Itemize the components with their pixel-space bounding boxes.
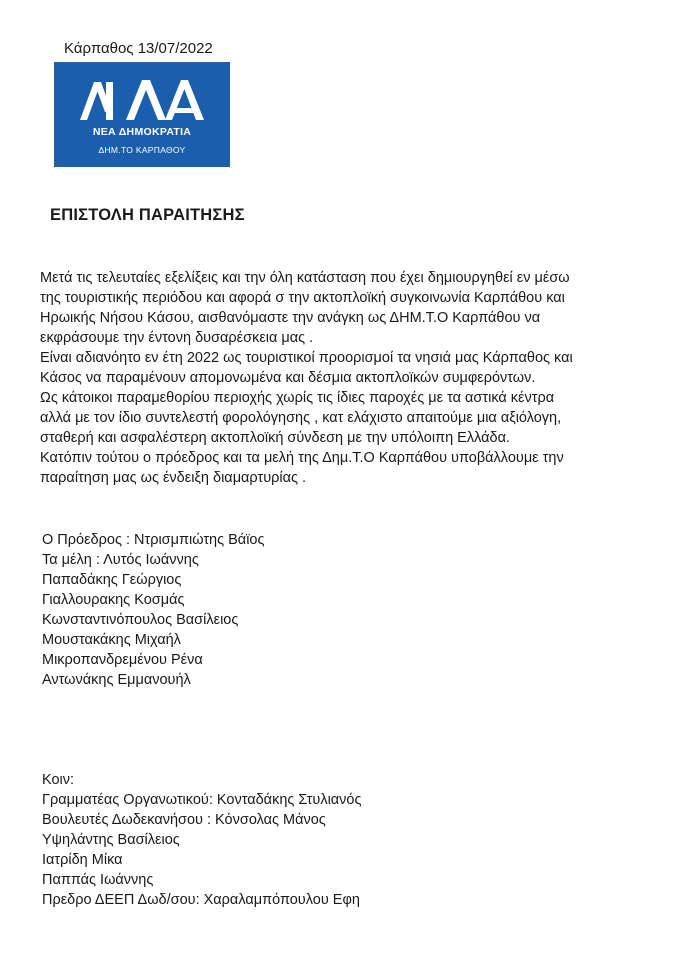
signatory-line: Παπαδάκης Γεώργιος [42,572,182,588]
logo-title: ΝΕΑ ΔΗΜΟΚΡΑΤΙΑ [92,126,192,138]
body-line: αλλά με τον ίδιο συντελεστή φορολόγησης , κατ ελάχιστο απαιτούμε μια αξιόλογη, [40,410,562,426]
body-line: Ηρωικής Νήσου Κάσου, αισθανόμαστε την ανάγκη ως ΔΗΜ.Τ.Ο Καρπάθου να [40,310,541,326]
body-line: παραίτηση μας ως ένδειξη διαμαρτυρίας . [40,470,307,486]
cc-line: Παππάς Ιωάννης [42,872,154,888]
body-line: Μετά τις τελευταίες εξελίξεις και την όλη κατάσταση που έχει δημιουργηθεί εν μέσω [40,270,570,286]
signatory-line: Γιαλλουρακης Κοσμάς [42,592,185,608]
signatory-line: Αντωνάκης Εμμανουήλ [42,672,191,688]
body-line: Ως κάτοικοι παραμεθορίου περιοχής χωρίς τις ίδιες παροχές με τα αστικά κέντρα [40,390,555,406]
body-line: εκφράσουμε την έντονη δυσαρέσκεια μας . [40,330,314,346]
cc-line: Κοιν: [42,772,75,788]
body-line: της τουριστικής περιόδου και αφορά σ την ακτοπλοϊκή συγκοινωνία Καρπάθου και [40,290,565,306]
cc-line: Υψηλάντης Βασίλειος [42,832,180,848]
cc-line: Πρεδρο ΔΕΕΠ Δωδ/σου: Χαραλαμπόπουλου Εφη [42,892,360,908]
cc-list [42,770,361,910]
cc-line: Βουλευτές Δωδεκανήσου : Κόνσολας Μάνος [42,812,326,828]
nd-logo-mark-icon [54,62,230,132]
signatory-line: Μικροπανδρεμένου Ρένα [42,652,203,668]
letter-body [40,268,573,488]
signatory-line: Τα μέλη : Λυτός Ιωάννης [42,552,199,568]
signatories-list [42,530,264,690]
party-logo [54,62,230,167]
cc-line: Γραμματέας Οργανωτικού: Κονταδάκης Στυλιανός [42,792,362,808]
body-line: Κάσος να παραμένουν απομονωμένα και δέσμια ακτοπλοϊκών συμφερόντων. [40,370,536,386]
cc-line: Ιατρίδη Μίκα [42,852,123,868]
body-line: σταθερή και ασφαλέστερη ακτοπλοϊκή σύνδεση με την υπόλοιπη Ελλάδα. [40,430,510,446]
letter-heading: ΕΠΙΣΤΟΛΗ ΠΑΡΑΙΤΗΣΗΣ [50,206,245,224]
logo-subtitle: ΔΗΜ.ΤΟ ΚΑΡΠΑΘΟΥ [98,145,186,155]
body-line: Κατόπιν τούτου ο πρόεδρος και τα μελή της Δημ.Τ.Ο Καρπάθου υποβάλλουμε την [40,450,564,466]
signatory-line: Μουστακάκης Μιχαήλ [42,632,181,648]
signatory-line: Ο Πρόεδρος : Ντρισμπιώτης Βάϊος [42,532,265,548]
body-line: Είναι αδιανόητο εν έτη 2022 ως τουριστικοί προορισμοί τα νησιά μας Κάρπαθος και [40,350,573,366]
signatory-line: Κωνσταντινόπουλος Βασίλειος [42,612,239,628]
letter-date: Κάρπαθος 13/07/2022 [64,40,213,57]
